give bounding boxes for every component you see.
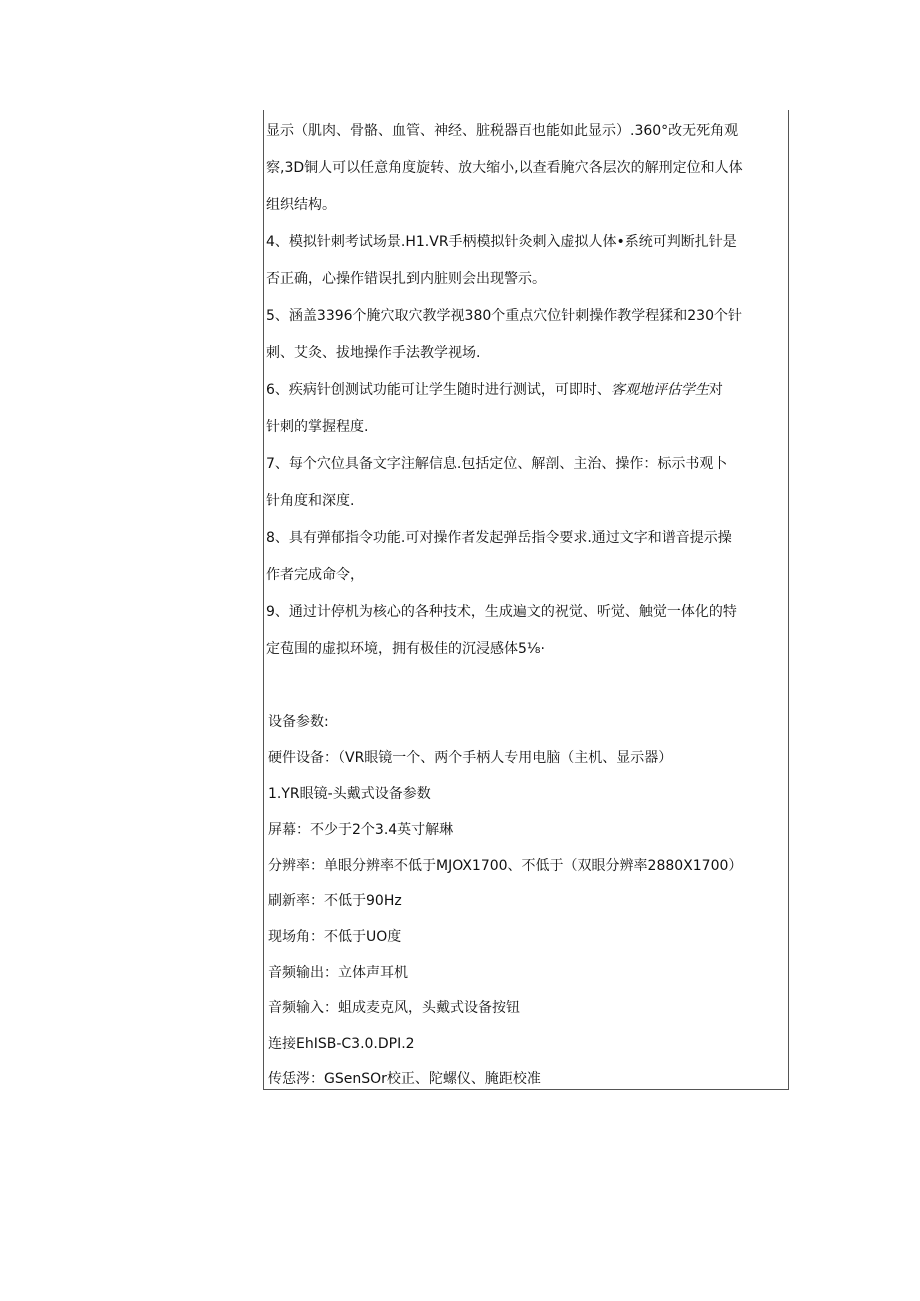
feature-item-8: 8、具有弹郁指令功能.可对操作者发起弹岳指令要求.通过文字和谱音提示操: [266, 530, 732, 546]
param-screen: 屏幕：不少于2个3.4英寸解琳: [268, 822, 454, 838]
feature-text: 6、疾病针创测试功能可让学生随时进行测试，可即时、: [266, 382, 611, 398]
feature-line: 察,3D铜人可以任意角度旋转、放大缩小,以查看腌穴各层次的解刑定位和人体: [266, 160, 743, 176]
feature-line: 刺、艾灸、拔地操作手法教学视场.: [266, 345, 481, 361]
params-heading: 设备参数:: [268, 714, 329, 730]
feature-item-6: [266, 381, 723, 399]
param-audio-output: 音频输出：立体声耳机: [268, 965, 408, 981]
feature-item-5: 5、涵盖3396个腌穴取穴教学视380个重点穴位针刺操作教学程猱和230个针: [266, 308, 742, 324]
param-audio-input: 音频输入：蛆成麦克风，头戴式设备按钮: [268, 1000, 520, 1016]
feature-item-4: 4、模拟针刺考试场景.H1.VR手柄模拟针灸刺入虚拟人体•系统可判断扎针是: [266, 234, 737, 250]
param-resolution: 分辨率：单眼分辨率不低于MJOX1700、不低于（双眼分辨率2880X1700）: [268, 858, 743, 874]
param-refresh-rate: 刷新率：不低于90Hz: [268, 893, 402, 909]
content-table-cell: [263, 110, 789, 1090]
param-headset-heading: 1.YR眼镜-头戴式设备参数: [268, 786, 431, 802]
feature-line: 作者完成命令，: [266, 567, 364, 583]
param-connection: 连接EhISB-C3.0.DPI.2: [268, 1036, 415, 1052]
feature-line: 显示（肌肉、骨骼、血管、神经、脏税器百也能如此显示）.360°改无死角观: [266, 123, 739, 139]
feature-line: 否正确，心操作错误扎到内脏则会出现警示。: [266, 271, 546, 287]
feature-line: 组织结构。: [266, 197, 336, 213]
feature-line: 针角度和深度.: [266, 493, 355, 509]
param-field-of-view: 现场角：不低于UO度: [268, 929, 402, 945]
feature-line: 定苞围的虚拟环境，拥有极佳的沉浸感体5⅛·: [266, 641, 545, 657]
feature-text: 对: [708, 382, 723, 398]
param-hardware: 硬件设备：（VR眼镜一个、两个手柄人专用电脑（主机、显示器）: [268, 750, 673, 766]
feature-line: 针刺的掌握程度.: [266, 419, 369, 435]
feature-italic-text: 客观地评估学生: [610, 382, 709, 398]
feature-item-7: 7、每个穴位具备文字注解信息.包括定位、解剖、主治、操作：标示书观卜: [266, 456, 728, 472]
param-sensor: 传恁涔：GSenSOr校正、陀螺仪、腌距校准: [268, 1071, 541, 1087]
feature-item-9: 9、通过计停机为核心的各种技术，生成遍文的祝觉、听觉、触觉一体化的特: [266, 604, 737, 620]
